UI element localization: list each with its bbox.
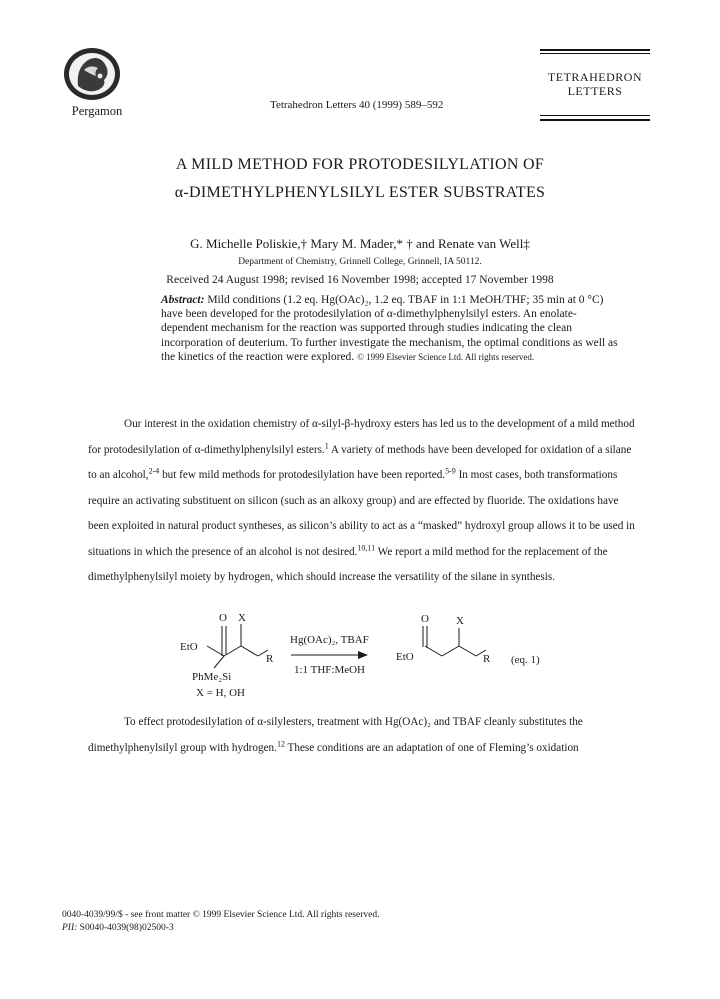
abstract <box>161 293 621 364</box>
masthead-rule-bottom <box>540 119 650 121</box>
product-r-group: R <box>483 653 491 665</box>
reaction-scheme <box>180 610 510 700</box>
article-title-line2: α-DIMETHYLPHENYLSILYL ESTER SUBSTRATES <box>174 184 546 201</box>
p2-sentence-1: To effect protodesilylation of α-silylesters, treatment with Hg(OAc)₂ and TBAF cleanly substitutes the dimethylphenylsilyl group with hydrogen. <box>88 716 583 754</box>
citation-ref: 2-4 <box>148 466 160 476</box>
masthead-line2: LETTERS <box>567 84 623 98</box>
author-list: G. Michelle Poliskie,† Mary M. Mader,* † and Renate van Well‡ <box>190 236 530 251</box>
masthead-line1: TETRAHEDRON <box>547 70 643 84</box>
publisher-name: Pergamon <box>71 104 123 118</box>
abstract-text: Mild conditions (1.2 eq. Hg(OAc)₂, 1.2 eq. TBAF in 1:1 MeOH/THF; 35 min at 0 °C) have been developed for the protodesilylation of α-dimethylphenylsilyl esters. An enolate-dependent mechanism for the reaction was supported through studies indicating the clean incorporation of deuterium. To further investigate the mechanism, the optimal conditions as well as the kinetics of the reaction were explored. <box>161 294 618 363</box>
sm-r-group: R <box>266 653 274 665</box>
masthead-rule-top-thin <box>540 53 650 54</box>
pii-line <box>62 922 174 934</box>
body-paragraph-2 <box>88 710 638 761</box>
p1-sentence-1: Our interest in the oxidation chemistry of α-silyl-β-hydroxy esters has led us to the development of a mild method for protodesilylation of α-dimethylphenylsilyl esters. <box>88 418 635 456</box>
product-ethoxy: EtO <box>396 651 414 663</box>
journal-reference: Tetrahedron Letters 40 (1999) 589–592 <box>270 99 444 111</box>
reagent-label: Hg(OAc)₂, TBAF <box>290 634 369 646</box>
sm-condition: X = H, OH <box>196 687 245 699</box>
equation-label: (eq. 1) <box>511 654 540 666</box>
citation-ref: 12 <box>276 738 285 748</box>
publisher-logo <box>62 46 122 102</box>
product-substituent-x: X <box>456 615 464 627</box>
affiliation: Department of Chemistry, Grinnell College, Grinnell, IA 50112. <box>238 257 482 267</box>
journal-masthead <box>540 70 650 98</box>
product-carbonyl-o: O <box>421 613 429 625</box>
citation-ref: 10,11 <box>357 542 376 552</box>
masthead-rule-bottom-thin <box>540 115 650 116</box>
sm-carbonyl-o: O <box>219 612 227 624</box>
citation-ref: 5-9 <box>445 466 456 476</box>
citation-ref: 1 <box>324 440 329 450</box>
abstract-copyright: © 1999 Elsevier Science Ltd. All rights reserved. <box>357 351 535 362</box>
p1-sentence-2: A variety of methods have been developed for oxidation of a silane to an alcohol, <box>88 443 632 481</box>
p2-sentence-2: These conditions are an adaptation of one of Fleming’s oxidation <box>284 741 579 754</box>
pii-value: S0040-4039(98)02500-3 <box>79 923 174 933</box>
sm-ethoxy: EtO <box>180 641 198 653</box>
sm-substituent-x: X <box>238 612 246 624</box>
sm-silyl-group: PhMe₂Si <box>192 671 232 683</box>
abstract-label: Abstract: <box>161 294 205 306</box>
body-paragraph-1 <box>88 412 638 591</box>
p1-sentence-3: but few mild methods for protodesilylation have been reported. <box>159 469 446 481</box>
masthead-rule-top <box>540 49 650 51</box>
pii-label: PII: <box>62 923 78 933</box>
p1-sentence-5: We report a mild method for the replacement of the dimethylphenylsilyl moiety by hydrogen, which should increase the versatility of the silane in synthesis. <box>88 545 608 583</box>
article-title-line1: A MILD METHOD FOR PROTODESILYLATION OF <box>175 156 545 173</box>
p1-sentence-4: In most cases, both transformations require an activating substituent on silicon (such as an alkoxy group) and are effected by fluoride. The oxidations have been exploited in natural product syntheses, as silicon’s ability to act as a “masked” hydroxyl group allows it to be used in situations in which the presence of an alcohol is not desired. <box>88 469 635 558</box>
solvent-label: 1:1 THF:MeOH <box>294 664 365 676</box>
received-dates: Received 24 August 1998; revised 16 November 1998; accepted 17 November 1998 <box>166 274 554 286</box>
copyright-footer: 0040-4039/99/$ - see front matter © 1999 Elsevier Science Ltd. All rights reserved. <box>62 910 380 920</box>
